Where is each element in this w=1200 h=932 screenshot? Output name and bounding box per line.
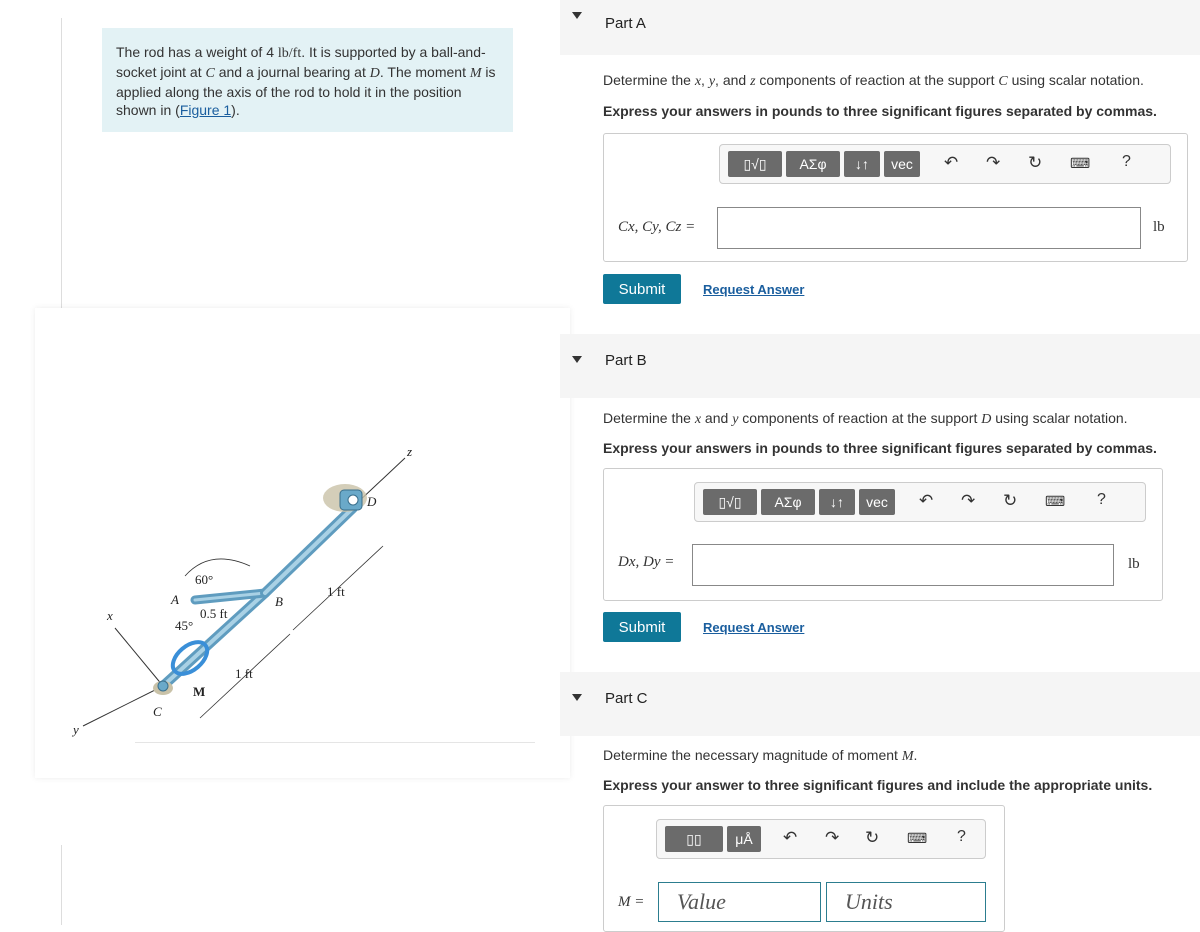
- arrows-button[interactable]: ↓↑: [844, 151, 880, 177]
- help-icon[interactable]: ?: [1097, 491, 1106, 508]
- part-a-question: Determine the x, y, and z components of reaction at the support C using scalar notation.: [603, 72, 1144, 89]
- label-m: M: [193, 684, 206, 699]
- rod-figure: [35, 308, 570, 778]
- part-b-question: Determine the x and y components of reaction at the support D using scalar notation.: [603, 410, 1128, 427]
- part-c-value-input[interactable]: Value: [658, 882, 821, 922]
- figure-divider: [135, 742, 535, 743]
- part-b-equation-label: Dx, Dy =: [618, 554, 675, 570]
- reset-icon[interactable]: ↻: [1003, 491, 1018, 510]
- part-c-instruction: Express your answer to three significant figures and include the appropriate units.: [603, 777, 1153, 793]
- undo-icon[interactable]: ↶: [919, 491, 934, 510]
- vec-button[interactable]: vec: [859, 489, 895, 515]
- part-a-submit-button[interactable]: Submit: [603, 274, 681, 304]
- part-a-answer-input[interactable]: [717, 207, 1141, 249]
- ball-socket-c: [158, 681, 168, 691]
- arrows-button[interactable]: ↓↑: [819, 489, 855, 515]
- vec-button[interactable]: vec: [884, 151, 920, 177]
- length-1ft-lower-label: 1 ft: [235, 666, 253, 681]
- redo-icon[interactable]: ↷: [961, 491, 976, 510]
- label-d: D: [367, 494, 377, 509]
- templates-button[interactable]: ▯√▯: [703, 489, 757, 515]
- part-a-instruction: Express your answers in pounds to three significant figures separated by commas.: [603, 103, 1157, 119]
- part-c-toolbar: [656, 819, 986, 859]
- part-c-units-input[interactable]: Units: [826, 882, 986, 922]
- part-a-toolbar: [719, 144, 1171, 184]
- part-a-unit: lb: [1153, 219, 1165, 235]
- undo-icon[interactable]: ↶: [783, 828, 798, 847]
- units-mu-button[interactable]: μÅ: [727, 826, 761, 852]
- length-1ft-upper-label: 1 ft: [327, 584, 345, 599]
- part-a-header[interactable]: [560, 0, 1200, 55]
- part-a-answer-box: [603, 133, 1188, 262]
- figure-panel: [35, 308, 570, 778]
- angle-60-label: 60°: [195, 572, 214, 587]
- part-a-toggle-icon[interactable]: [572, 12, 582, 19]
- keyboard-icon[interactable]: ⌨: [1070, 155, 1091, 171]
- keyboard-icon[interactable]: ⌨: [907, 830, 928, 846]
- label-a: A: [171, 592, 179, 607]
- units-templates-button[interactable]: ▯▯: [665, 826, 723, 852]
- problem-statement: [102, 28, 513, 132]
- part-c-title: Part C: [605, 690, 648, 707]
- part-b-request-answer-link[interactable]: Request Answer: [703, 620, 805, 635]
- part-b-toolbar: [694, 482, 1146, 522]
- part-b-instruction: Express your answers in pounds to three significant figures separated by commas.: [603, 440, 1157, 456]
- part-b-answer-box: [603, 468, 1163, 601]
- part-b-header[interactable]: [560, 334, 1200, 398]
- help-icon[interactable]: ?: [1122, 153, 1131, 170]
- y-axis-line: [83, 686, 163, 726]
- left-column-divider: [61, 18, 62, 308]
- help-icon[interactable]: ?: [957, 828, 966, 845]
- part-a-request-answer-link[interactable]: Request Answer: [703, 282, 805, 297]
- part-c-header[interactable]: [560, 672, 1200, 736]
- label-c: C: [153, 704, 162, 719]
- part-b-submit-button[interactable]: Submit: [603, 612, 681, 642]
- figure-link[interactable]: Figure 1: [179, 102, 232, 118]
- part-c-question: Determine the necessary magnitude of moment M.: [603, 747, 918, 764]
- part-b-toggle-icon[interactable]: [572, 356, 582, 363]
- label-b: B: [275, 594, 283, 609]
- part-a-equation-label: Cx, Cy, Cz =: [618, 219, 696, 235]
- part-c-equation-label: M =: [618, 894, 645, 910]
- greek-button[interactable]: ΑΣφ: [786, 151, 840, 177]
- length-05-label: 0.5 ft: [200, 606, 228, 621]
- reset-icon[interactable]: ↻: [865, 828, 880, 847]
- redo-icon[interactable]: ↷: [986, 153, 1001, 172]
- problem-text: The rod has a weight of 4 lb/ft. It is supported by a ball-and-socket joint at C and a journal bearing at D. The moment M is applied along the axis of the rod to hold it in the position shown in (Figure 1).: [116, 44, 496, 118]
- angle-45-label: 45°: [175, 618, 194, 633]
- y-axis-label: y: [73, 722, 79, 737]
- undo-icon[interactable]: ↶: [944, 153, 959, 172]
- z-axis-label: z: [407, 444, 413, 459]
- greek-button[interactable]: ΑΣφ: [761, 489, 815, 515]
- reset-icon[interactable]: ↻: [1028, 153, 1043, 172]
- part-b-answer-input[interactable]: [692, 544, 1114, 586]
- templates-button[interactable]: ▯√▯: [728, 151, 782, 177]
- part-a-title: Part A: [605, 15, 646, 32]
- part-b-title: Part B: [605, 352, 647, 369]
- part-c-toggle-icon[interactable]: [572, 694, 582, 701]
- redo-icon[interactable]: ↷: [825, 828, 840, 847]
- keyboard-icon[interactable]: ⌨: [1045, 493, 1066, 509]
- x-axis-label: x: [107, 608, 113, 623]
- left-column-divider: [61, 845, 62, 925]
- part-b-unit: lb: [1128, 556, 1140, 572]
- part-c-answer-box: [603, 805, 1005, 932]
- x-axis-line: [115, 628, 163, 686]
